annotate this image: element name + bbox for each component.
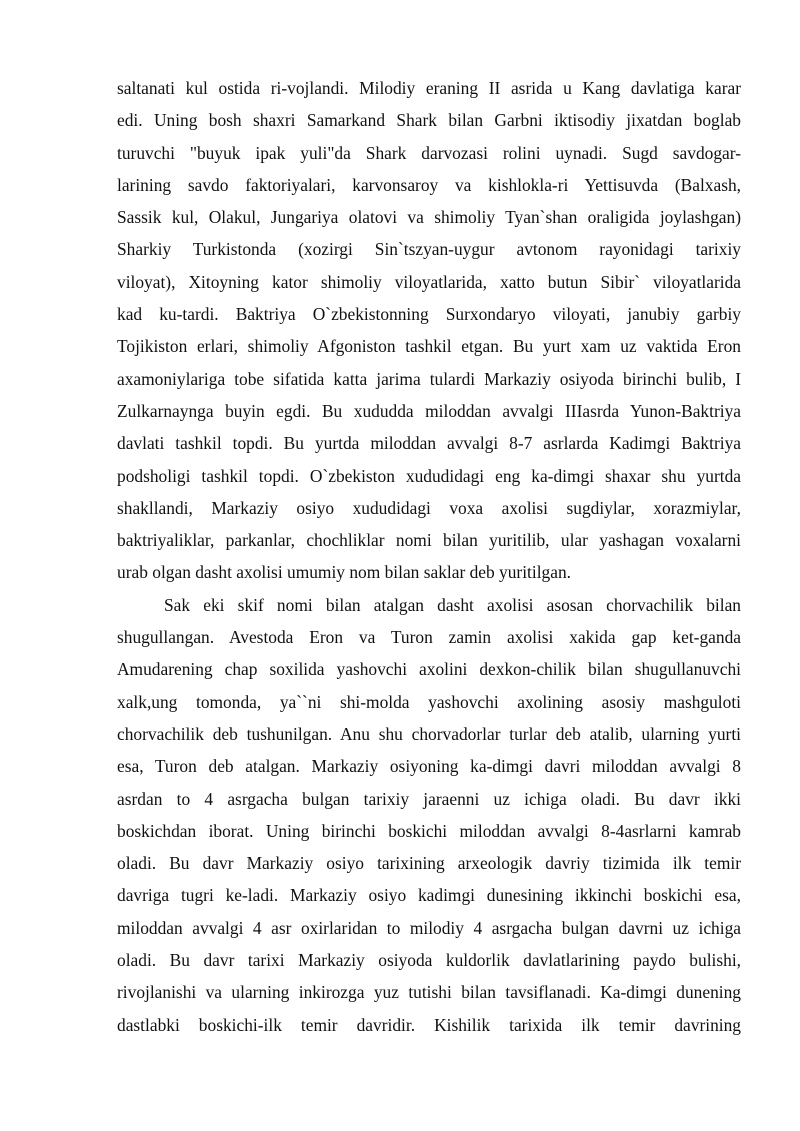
text-line: xalk,ung tomonda, ya``ni shi-molda yashovchi axolining asosiy mashguloti (117, 691, 741, 712)
text-line: Sassik kul, Olakul, Jungariya olatovi va shimoliy Tyan`shan oraligida joylashgan) (117, 207, 741, 228)
paragraph-first-line: Sak eki skif nomi bilan atalgan dasht axolisi asosan chorvachilik bilan (164, 594, 741, 615)
text-line: larining savdo faktoriyalari, karvonsaroy va kishlokla-ri Yettisuvda (Balxash, (117, 174, 741, 195)
text-line: esa, Turon deb atalgan. Markaziy osiyoning ka-dimgi davri miloddan avvalgi 8 (117, 756, 741, 777)
text-line: Sharkiy Turkistonda (xozirgi Sin`tszyan-uygur avtonom rayonidagi tarixiy (117, 239, 741, 260)
text-line: Tojikiston erlari, shimoliy Afgoniston tashkil etgan. Bu yurt xam uz vaktida Eron (117, 336, 741, 357)
paragraph-last-line: urab olgan dasht axolisi umumiy nom bilan saklar deb yuritilgan. (117, 562, 572, 583)
text-line: Amudarening chap soxilida yashovchi axolini dexkon-chilik bilan shugullanuvchi (117, 659, 741, 680)
text-line: edi. Uning bosh shaxri Samarkand Shark bilan Garbni iktisodiy jixatdan boglab (117, 110, 741, 131)
text-line: dastlabki boskichi-ilk temir davridir. Kishilik tarixida ilk temir davrining (117, 1014, 741, 1035)
text-line: oladi. Bu davr tarixi Markaziy osiyoda kuldorlik davlatlarining paydo bulishi, (117, 950, 741, 971)
text-line: chorvachilik deb tushunilgan. Anu shu chorvadorlar turlar deb atalib, ularning yurti (117, 723, 741, 744)
text-line: turuvchi "buyuk ipak yuli"da Shark darvozasi rolini uynadi. Sugd savdogar- (117, 142, 741, 163)
text-line: miloddan avvalgi 4 asr oxirlaridan to milodiy 4 asrgacha bulgan davrni uz ichiga (117, 917, 741, 938)
text-line: Zulkarnaynga buyin egdi. Bu xududda miloddan avvalgi IIIasrda Yunon-Baktriya (117, 400, 741, 421)
text-line: rivojlanishi va ularning inkirozga yuz tutishi bilan tavsiflanadi. Ka-dimgi dunening (117, 982, 741, 1003)
text-line: baktriyaliklar, parkanlar, chochliklar nomi bilan yuritilib, ular yashagan voxalarni (117, 530, 741, 551)
text-line: boskichdan iborat. Uning birinchi boskichi miloddan avvalgi 8-4asrlarni kamrab (117, 820, 741, 841)
text-line: oladi. Bu davr Markaziy osiyo tarixining arxeologik davriy tizimida ilk temir (117, 853, 741, 874)
text-line: podsholigi tashkil topdi. O`zbekiston xududidagi eng ka-dimgi shaxar shu yurtda (117, 465, 741, 486)
text-line: axamoniylariga tobe sifatida katta jarima tulardi Markaziy osiyoda birinchi bulib, I (117, 368, 741, 389)
text-line: viloyat), Xitoyning kator shimoliy viloyatlarida, xatto butun Sibir` viloyatlarida (117, 271, 741, 292)
text-line: davriga tugri ke-ladi. Markaziy osiyo kadimgi dunesining ikkinchi boskichi esa, (117, 885, 741, 906)
text-line: shakllandi, Markaziy osiyo xududidagi voxa axolisi sugdiylar, xorazmiylar, (117, 497, 741, 518)
document-page (117, 72, 741, 1041)
text-line: davlati tashkil topdi. Bu yurtda miloddan avvalgi 8-7 asrlarda Kadimgi Baktriya (117, 433, 741, 454)
text-line: kad ku-tardi. Baktriya O`zbekistonning Surxondaryo viloyati, janubiy garbiy (117, 304, 741, 325)
text-line: saltanati kul ostida ri-vojlandi. Milodiy eraning II asrida u Kang davlatiga karar (117, 78, 741, 98)
text-line: asrdan to 4 asrgacha bulgan tarixiy jaraenni uz ichiga oladi. Bu davr ikki (117, 788, 741, 809)
text-line: shugullangan. Avestoda Eron va Turon zamin axolisi xakida gap ket-ganda (117, 627, 741, 648)
